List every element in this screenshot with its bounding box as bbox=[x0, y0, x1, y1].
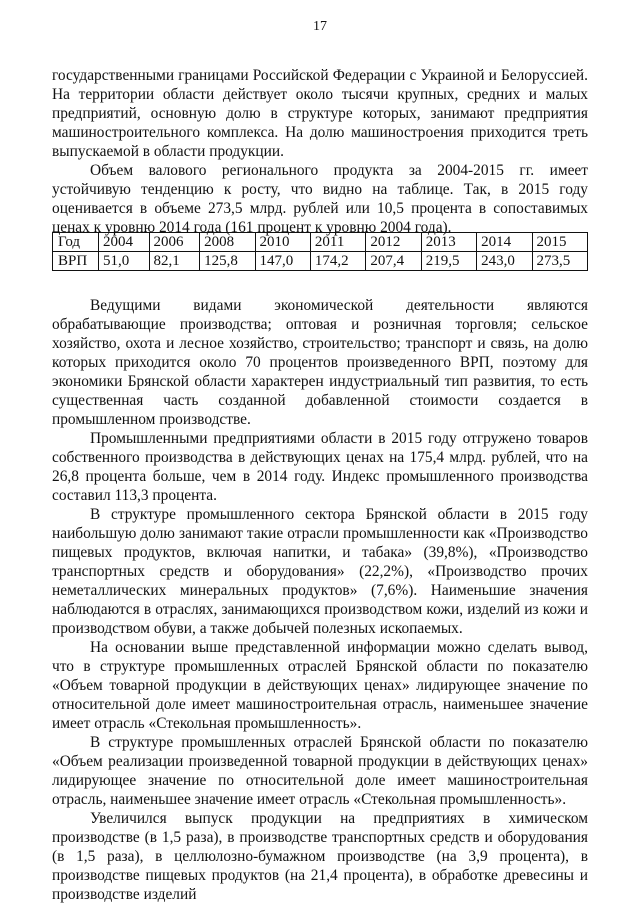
value-cell: 219,5 bbox=[421, 252, 476, 271]
body-paragraph-2: Промышленными предприятиями области в 2015 году отгружено товаров собственного производства в действующих ценах на 175,4 млрд. рублей, что на 26,8 процента больше, чем в 2014 году. Индекс промышленного производства составил 113,3 процента. bbox=[52, 430, 588, 504]
year-cell: 2010 bbox=[255, 233, 310, 252]
value-cell: 147,0 bbox=[255, 252, 310, 271]
year-cell: 2013 bbox=[421, 233, 476, 252]
value-cell: 207,4 bbox=[366, 252, 421, 271]
gdp-table-year-row bbox=[53, 233, 588, 252]
intro-paragraph-2: Объем валового регионального продукта за 2004-2015 гг. имеет устойчивую тенденцию к росту, что видно на таблице. Так, в 2015 году оценивается в объеме 273,5 млрд. рублей или 10,5 процента в сопоставимых ценах к уровню 2014 года (161 процент к уровню 2004 года). bbox=[52, 162, 588, 236]
body-paragraph-3: В структуре промышленного сектора Брянской области в 2015 году наибольшую долю занимают такие отрасли промышленности как «Производство пищевых продуктов, включая напитки, и табака» (39,8%), «Производство транспортных средств и оборудования» (22,2%), «Производство прочих неметаллических минеральных продуктов» (7,6%). Наименьшие значения наблюдаются в отраслях, занимающихся производством кожи, изделий из кожи и производством обуви, а также добычей полезных ископаемых. bbox=[52, 506, 588, 637]
intro-paragraph-1: государственными границами Российской Федерации с Украиной и Белоруссией. На территории области действует около тысячи крупных, средних и малых предприятий, основную долю в структуре которых, занимают предприятия машиностроительного комплекса. На долю машиностроения приходится треть выпускаемой в области продукции. bbox=[52, 67, 588, 160]
year-cell: 2012 bbox=[366, 233, 421, 252]
year-cell: 2006 bbox=[149, 233, 200, 252]
value-header-cell: ВРП bbox=[53, 252, 99, 271]
body-text bbox=[52, 296, 588, 904]
year-cell: 2014 bbox=[477, 233, 532, 252]
value-cell: 51,0 bbox=[99, 252, 150, 271]
year-cell: 2015 bbox=[532, 233, 587, 252]
value-cell: 174,2 bbox=[310, 252, 365, 271]
body-paragraph-5: В структуре промышленных отраслей Брянской области по показателю «Объем реализации произведенной товарной продукции в действующих ценах» лидирующее значение по относительной доле имеет машиностроительная отрасль, наименьшее значение имеет отрасль «Стекольная промышленность». bbox=[52, 734, 588, 808]
year-header-cell: Год bbox=[53, 233, 99, 252]
year-cell: 2008 bbox=[200, 233, 255, 252]
year-cell: 2004 bbox=[99, 233, 150, 252]
body-paragraph-6: Увеличился выпуск продукции на предприятиях в химическом производстве (в 1,5 раза), в производстве транспортных средств и оборудования (в 1,5 раза), в целлюлозно-бумажном производстве (на 3,9 процента), в производстве пищевых продуктов (на 21,4 процента), в обработке древесины и производстве изделий bbox=[52, 810, 588, 903]
value-cell: 243,0 bbox=[477, 252, 532, 271]
value-cell: 273,5 bbox=[532, 252, 587, 271]
value-cell: 125,8 bbox=[200, 252, 255, 271]
year-cell: 2011 bbox=[310, 233, 365, 252]
body-paragraph-4: На основании выше представленной информации можно сделать вывод, что в структуре промышленных отраслей Брянской области по показателю «Объем товарной продукции в действующих ценах» лидирующее значение по относительной доле имеет машиностроительная отрасль, наименьшее значение имеет отрасль «Стекольная промышленность». bbox=[52, 639, 588, 732]
gdp-table-value-row bbox=[53, 252, 588, 271]
value-cell: 82,1 bbox=[149, 252, 200, 271]
intro-text bbox=[52, 66, 588, 237]
gdp-table bbox=[52, 232, 588, 271]
page-number: 17 bbox=[313, 19, 327, 34]
body-paragraph-1: Ведущими видами экономической деятельности являются обрабатывающие производства; оптовая и розничная торговля; сельское хозяйство, охота и лесное хозяйство, строительство; транспорт и связь, на долю которых приходится около 70 процентов произведенного ВРП, поэтому для экономики Брянской области характерен индустриальный тип развития, то есть существенная часть созданной добавленной стоимости создается в промышленном производстве. bbox=[52, 297, 588, 428]
